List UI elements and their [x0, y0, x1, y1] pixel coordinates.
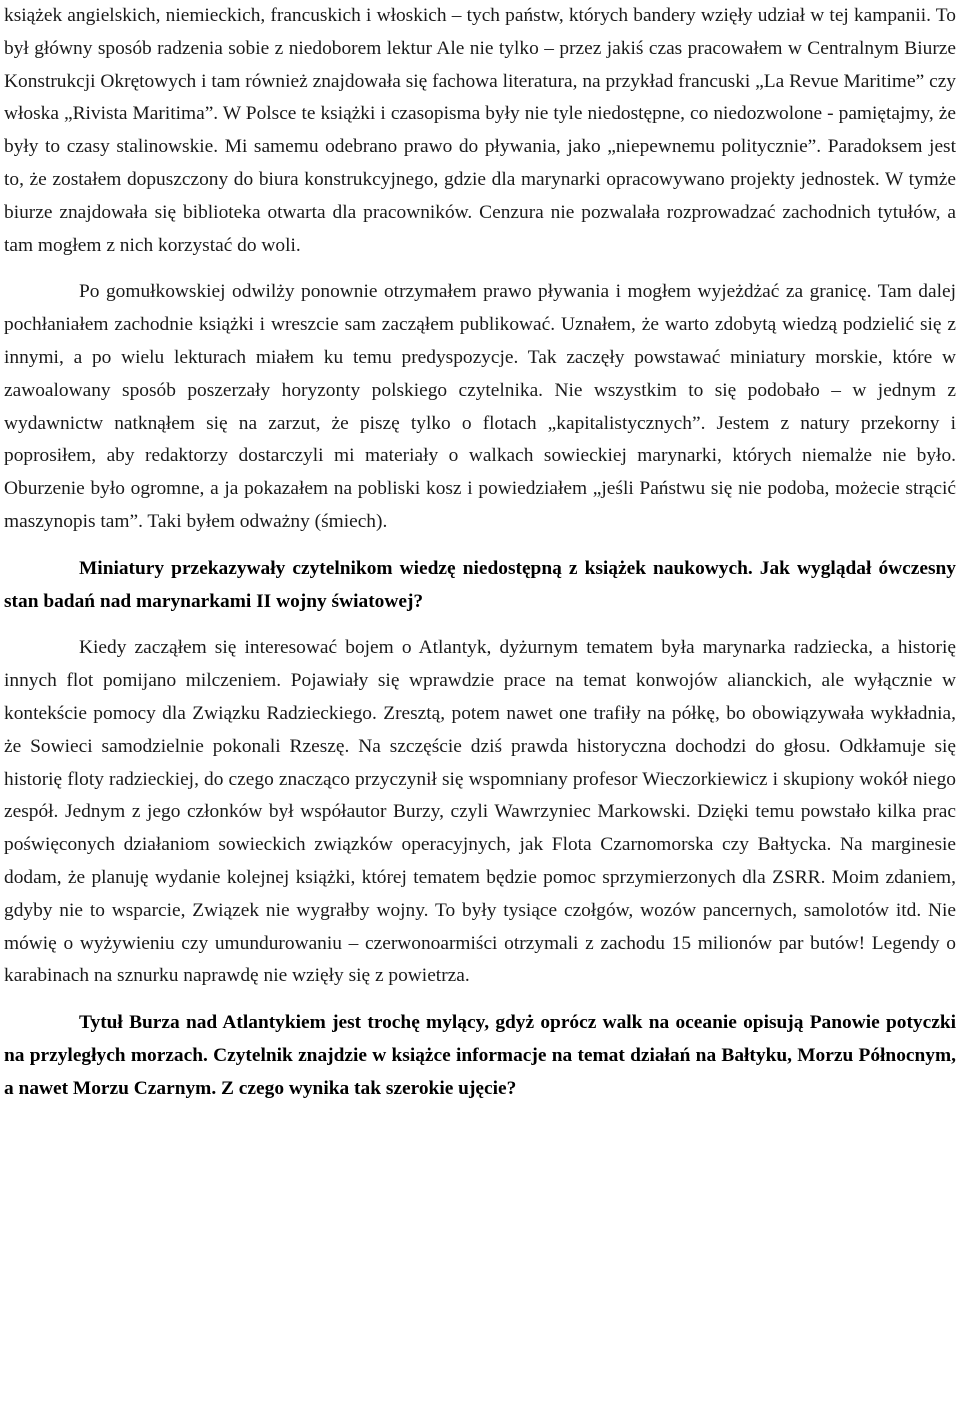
- paragraph-gap: [4, 993, 956, 1007]
- interview-question-1: Miniatury przekazywały czytelnikom wiedzę niedostępną z książek naukowych. Jak wyglądał ówczesny stan badań nad marynarkami II wojny światowej?: [4, 557, 956, 612]
- paragraph-gap: [4, 618, 956, 632]
- answer-paragraph-1: książek angielskich, niemieckich, francuskich i włoskich – tych państw, których bandery wzięły udział w tej kampanii. To był główny sposób radzenia sobie z niedoborem lektur Ale nie tylko – przez jakiś czas pracowałem w Centralnym Biurze Konstrukcji Okrętowych i tam również znajdowała się fachowa literatura, na przykład francuski „La Revue Maritime” czy włoska „Rivista Maritima”. W Polsce te książki i czasopisma były nie tyle niedostępne, co niedozwolone - pamiętajmy, że były to czasy stalinowskie. Mi samemu odebrano prawo do pływania, jako „niepewnemu politycznie”. Paradoksem jest to, że zostałem dopuszczony do biura konstrukcyjnego, gdzie dla marynarki opracowywano projekty jednostek. W tymże biurze znajdowała się biblioteka otwarta dla pracowników. Cenzura nie pozwalała rozprowadzać zachodnich tytułów, a tam mogłem z nich korzystać do woli.: [4, 5, 956, 256]
- interview-question-2: Tytuł Burza nad Atlantykiem jest trochę mylący, gdyż oprócz walk na oceanie opisują Panowie potyczki na przyległych morzach. Czytelnik znajdzie w książce informacje na temat działań na Bałtyku, Morzu Północnym, a nawet Morzu Czarnym. Z czego wynika tak szerokie ujęcie?: [4, 1012, 956, 1099]
- paragraph-gap: [4, 539, 956, 553]
- answer-paragraph-3: Kiedy zacząłem się interesować bojem o Atlantyk, dyżurnym tematem była marynarka radziecka, a historię innych flot pomijano milczeniem. Pojawiały się wprawdzie prace na temat konwojów alianckich, ale wyłącznie w kontekście pomocy dla Związku Radzieckiego. Zresztą, potem nawet one trafiły na półkę, bo obowiązywała wykładnia, że Sowieci samodzielnie pokonali Rzeszę. Na szczęście dziś prawda historyczna dochodzi do głosu. Odkłamuje się historię floty radzieckiej, do czego znacząco przyczynił się wspomniany profesor Wieczorkiewicz i skupiony wokół niego zespół. Jednym z jego członków był współautor Burzy, czyli Wawrzyniec Markowski. Dzięki temu powstało kilka prac poświęconych działaniom sowieckich związków operacyjnych, jak Flota Czarnomorska czy Bałtycka. Na marginesie dodam, że planuję wydanie kolejnej książki, której tematem będzie pomoc sprzymierzonych dla ZSRR. Moim zdaniem, gdyby nie to wsparcie, Związek nie wygrałby wojny. To były tysiące czołgów, wozów pancernych, samolotów itd. Nie mówię o wyżywieniu czy umundurowaniu – czerwonoarmiści otrzymali z zachodu 15 milionów par butów! Legendy o karabinach na sznurku naprawdę nie wzięły się z powietrza.: [4, 637, 956, 987]
- answer-paragraph-2: Po gomułkowskiej odwilży ponownie otrzymałem prawo pływania i mogłem wyjeżdżać za granicę. Tam dalej pochłaniałem zachodnie książki i wreszcie sam zacząłem publikować. Uznałem, że warto zdobytą wiedzą podzielić się z innymi, a po wielu lekturach miałem ku temu predyspozycje. Tak zaczęły powstawać miniatury morskie, które w zawoalowany sposób poszerzały horyzonty polskiego czytelnika. Nie wszystkim to się podobało – w jednym z wydawnictw natknąłem się na zarzut, że piszę tylko o flotach „kapitalistycznych”. Jestem z natury przekorny i poprosiłem, aby redaktorzy dostarczyli mi materiały o walkach sowieckiej marynarki, których niemalże nie było. Oburzenie było ogromne, a ja pokazałem na pobliski kosz i powiedziałem „jeśli Państwu się nie podoba, możecie strącić maszynopis tam”. Taki byłem odważny (śmiech).: [4, 281, 956, 532]
- paragraph-gap: [4, 262, 956, 276]
- document-page: [4, 0, 956, 1106]
